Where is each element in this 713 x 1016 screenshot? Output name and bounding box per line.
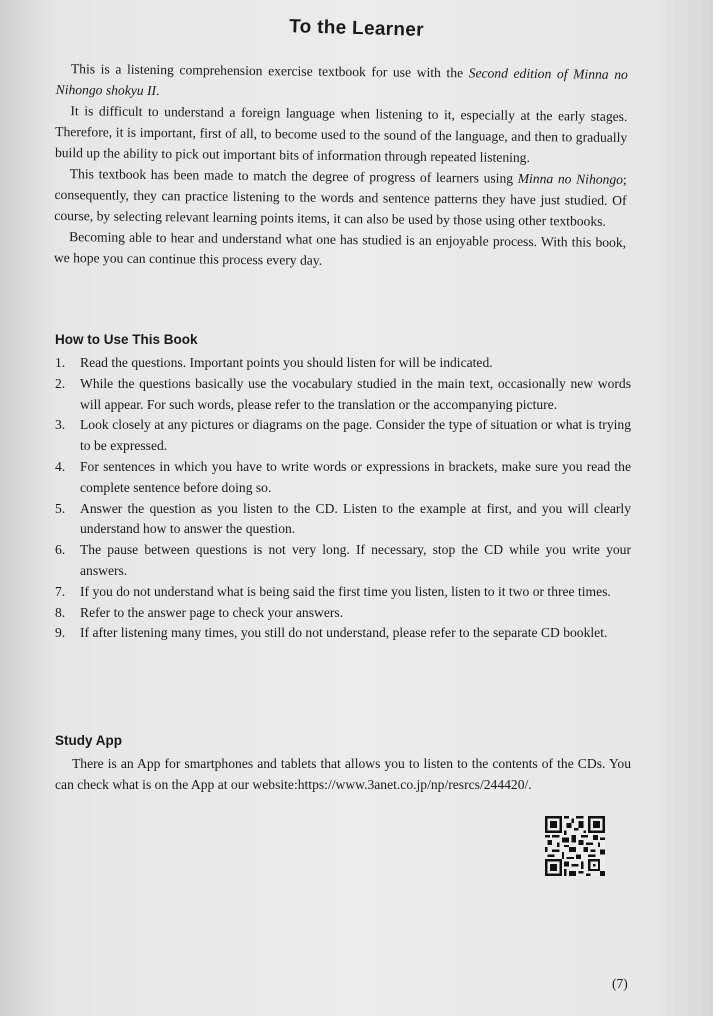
list-item-text: Answer the question as you listen to the CD. Listen to the example at first, and you will clearly understand how to answer the question.: [80, 500, 631, 537]
list-item-text: While the questions basically use the vocabulary studied in the main text, occasionally new words will appear. For such words, please refer to the translation or the accompanying picture.: [80, 375, 631, 412]
intro-text: This textbook has been made to match the degree of progress of learners using: [69, 166, 518, 186]
study-app-text: There is an App for smartphones and tablets that allows you to listen to the contents of the CDs. You can check what is on the App at our website:https://www.3anet.co.jp/np/resrcs/244420/.: [55, 756, 631, 792]
list-item-text: Refer to the answer page to check your answers.: [80, 604, 344, 620]
intro-text: ; consequently, they can practice listening to the words and sentence patterns they have just studied. Of course, by selecting relevant learning points items, it can also be used by those using other textbooks.: [54, 171, 627, 229]
list-item-number: 1.: [55, 355, 66, 370]
list-item-number: 8.: [55, 604, 66, 620]
study-app-heading: Study App: [55, 733, 122, 748]
list-item-text: If you do not understand what is being said the first time you listen, listen to it two or three times.: [80, 583, 611, 599]
intro-paragraph-1: [56, 58, 628, 106]
list-item: [55, 374, 631, 416]
how-to-list: [55, 353, 631, 644]
intro-text: .: [156, 83, 160, 99]
list-item: [55, 499, 631, 541]
list-item: [55, 415, 631, 457]
book-title-text: Minna no Nihongo: [517, 170, 624, 187]
list-item-number: 6.: [55, 542, 66, 558]
intro-paragraph-4: Becoming able to hear and understand what one has studied is an enjoyable process. With this book, we hope you can continue this process every day.: [53, 229, 627, 268]
list-item-number: 7.: [55, 583, 66, 599]
list-item-number: 9.: [55, 625, 66, 641]
intro-section: [54, 58, 628, 274]
list-item-number: 5.: [55, 500, 66, 516]
how-to-heading: How to Use This Book: [55, 332, 198, 347]
list-item: [55, 582, 631, 603]
book-title-text: Second edition of Minna no Nihongo shokyu II: [55, 65, 628, 99]
intro-paragraph-2: It is difficult to understand a foreign language when listening to it, especially at the early stages. Therefore, it is important, first of all, to become used to the sound of the language, and then to gradually build up the ability to pick out important bits of information through repeated listening.: [54, 103, 628, 165]
list-item-number: 4.: [55, 458, 66, 474]
page-number: (7): [612, 976, 628, 991]
list-item-number: 3.: [55, 417, 66, 433]
list-item: [55, 353, 631, 374]
page-title: To the Learner: [288, 16, 425, 41]
list-item-text: For sentences in which you have to write words or expressions in brackets, make sure you read the complete sentence before doing so.: [80, 458, 631, 495]
list-item-text: If after listening many times, you still do not understand, please refer to the separate CD booklet.: [80, 625, 608, 641]
list-item-text: Look closely at any pictures or diagrams on the page. Consider the type of situation or what is trying to be expressed.: [80, 417, 631, 454]
list-item-text: Read the questions. Important points you should listen for will be indicated.: [80, 355, 493, 370]
list-item-number: 2.: [55, 375, 66, 391]
list-item: [55, 457, 631, 499]
list-item: [55, 623, 631, 644]
qr-code-icon: [545, 815, 605, 877]
list-item-text: The pause between questions is not very long. If necessary, stop the CD while you write your answers.: [80, 542, 631, 578]
list-item: [55, 540, 631, 582]
list-item: [55, 603, 631, 624]
intro-paragraph-3: [54, 163, 627, 232]
intro-text: This is a listening comprehension exercise textbook for use with the: [70, 61, 469, 81]
